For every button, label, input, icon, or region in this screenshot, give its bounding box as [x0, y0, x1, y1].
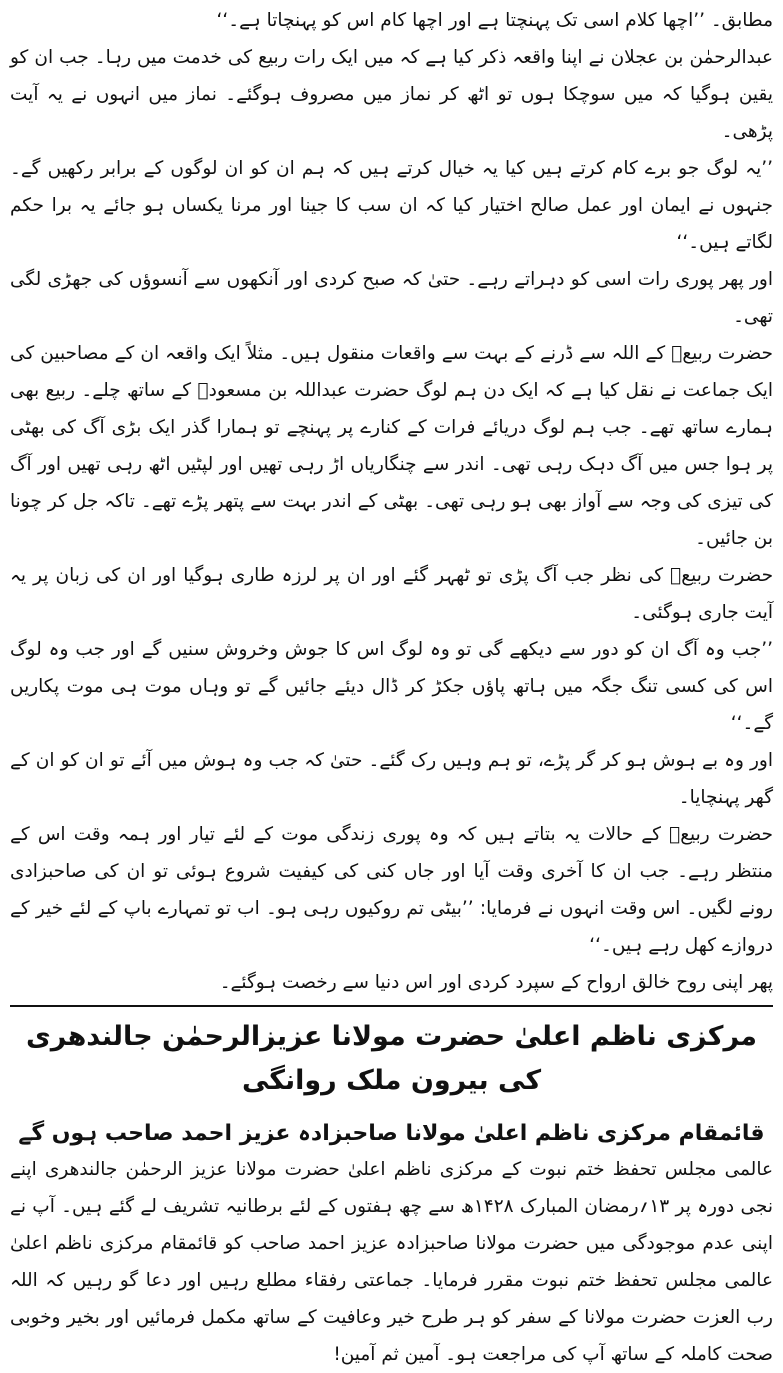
paragraph-abdurrahman-account: عبدالرحمٰن بن عجلان نے اپنا واقعہ ذکر کیا ہے کہ میں ایک رات ربیع کی خدمت میں رہا۔ جب ان کو یقین ہوگیا کہ میں سوچکا ہوں تو اٹھ کر نماز میں مصروف ہوگئے۔ نماز میں انہوں نے یہ آیت پڑھی۔	[10, 47, 773, 142]
notice-subheadline: قائمقام مرکزی ناظم اعلیٰ مولانا صاحبزادہ عزیز احمد صاحب ہوں گے	[18, 1121, 765, 1146]
paragraph-departure: پھر اپنی روح خالق ارواح کے سپرد کردی اور اس دنیا سے رخصت ہوگئے۔	[219, 972, 773, 993]
paragraph-fainting: اور وہ بے ہوش ہو کر گر پڑے، تو ہم وہیں رک گئے۔ حتیٰ کہ جب وہ ہوش میں آئے تو ان کو ان کے گھر پہنچایا۔	[10, 750, 773, 808]
paragraph-intro-quote-end: مطابق۔ ’’اچھا کلام اسی تک پہنچتا ہے اور اچھا کام اس کو پہنچاتا ہے۔‘‘	[216, 10, 773, 31]
section-divider	[10, 1005, 773, 1007]
quote-verse-translation: ’’یہ لوگ جو برے کام کرتے ہیں کیا یہ خیال کرتے ہیں کہ ہم ان کو ان لوگوں کے برابر رکھیں گے۔ جنہوں نے ایمان اور عمل صالح اختیار کیا کہ ان سب کا جینا اور مرنا یکساں ہو جائے یہ برا حکم لگاتے ہیں۔‘‘	[10, 158, 773, 253]
paragraph-rabi-trembling: حضرت ربیعؒ کی نظر جب آگ پڑی تو ٹھہر گئے اور ان پر لرزہ طاری ہوگیا اور ان کی زبان پر یہ آیت جاری ہوگئی۔	[10, 565, 773, 623]
paragraph-furnace-incident: حضرت ربیعؒ کے اللہ سے ڈرنے کے بہت سے واقعات منقول ہیں۔ مثلاً ایک واقعہ ان کے مصاحبین کی ایک جماعت نے نقل کیا ہے کہ ایک دن ہم لوگ حضرت عبداللہ بن مسعودؓ کے ساتھ چلے۔ ربیع بھی ہمارے ساتھ تھے۔ جب ہم لوگ دریائے فرات کے کنارے پر پہنچے تو ہمارا گذر ایک بڑی آگ کی بھٹی پر ہوا جس میں آگ دہک رہی تھی۔ اندر سے چنگاریاں اڑ رہی تھیں اور لپٹیں اٹھ رہی تھیں اور آگ کی تیزی کی وجہ سے آواز بھی ہو رہی تھی۔ بھٹی کے اندر بہت سے پتھر پڑے تھے۔ تاکہ جل کر چونا بن جائیں۔	[10, 343, 773, 549]
notice-headline: مرکزی ناظم اعلیٰ حضرت مولانا عزیزالرحمٰن جالندھری کی بیرون ملک روانگی	[26, 1021, 757, 1096]
notice-body: عالمی مجلس تحفظ ختم نبوت کے مرکزی ناظم اعلیٰ حضرت مولانا عزیز الرحمٰن جالندھری اپنے نجی دورہ پر ۱۳؍رمضان المبارک ۱۴۲۸ھ سے چھ ہفتوں کے لئے برطانیہ تشریف لے گئے ہیں۔ آپ نے اپنی عدم موجودگی میں حضرت مولانا صاحبزادہ عزیز احمد صاحب کو قائمقام مرکزی ناظم اعلیٰ عالمی مجلس تحفظ ختم نبوت مقرر فرمایا۔ جماعتی رفقاء مطلع رہیں اور دعا گو رہیں کہ اللہ رب العزت حضرت مولانا کے سفر کو ہر طرح خیر وعافیت کے ساتھ مکمل فرمائیں اور بخیر وخوبی صحت کاملہ کے ساتھ آپ کی مراجعت ہو۔ آمین ثم آمین!	[10, 1159, 773, 1365]
quote-fire-verse: ’’جب وہ آگ ان کو دور سے دیکھے گی تو وہ لوگ اس کا جوش وخروش سنیں گے اور جب وہ لوگ اس کی کسی تنگ جگہ میں ہاتھ پاؤں جکڑ کر ڈال دیئے جائیں گے تو وہاں موت ہی موت پکاریں گے۔‘‘	[10, 639, 773, 734]
paragraph-night-recitation: اور پھر پوری رات اسی کو دہراتے رہے۔ حتیٰ کہ صبح کردی اور آنکھوں سے آنسوؤں کی جھڑی لگی تھی۔	[10, 269, 773, 327]
paragraph-final-moments: حضرت ربیعؒ کے حالات یہ بتاتے ہیں کہ وہ پوری زندگی موت کے لئے تیار اور ہمہ وقت اس کے منتظر رہے۔ جب ان کا آخری وقت آیا اور جاں کنی کی کیفیت شروع ہوئی تو ان کی صاحبزادی رونے لگیں۔ اس وقت انہوں نے فرمایا: ’’بیٹی تم روکیوں رہی ہو۔ اب تو تمہارے باپ کے لئے خیر کے دروازے کھل رہے ہیں۔‘‘	[10, 824, 773, 956]
